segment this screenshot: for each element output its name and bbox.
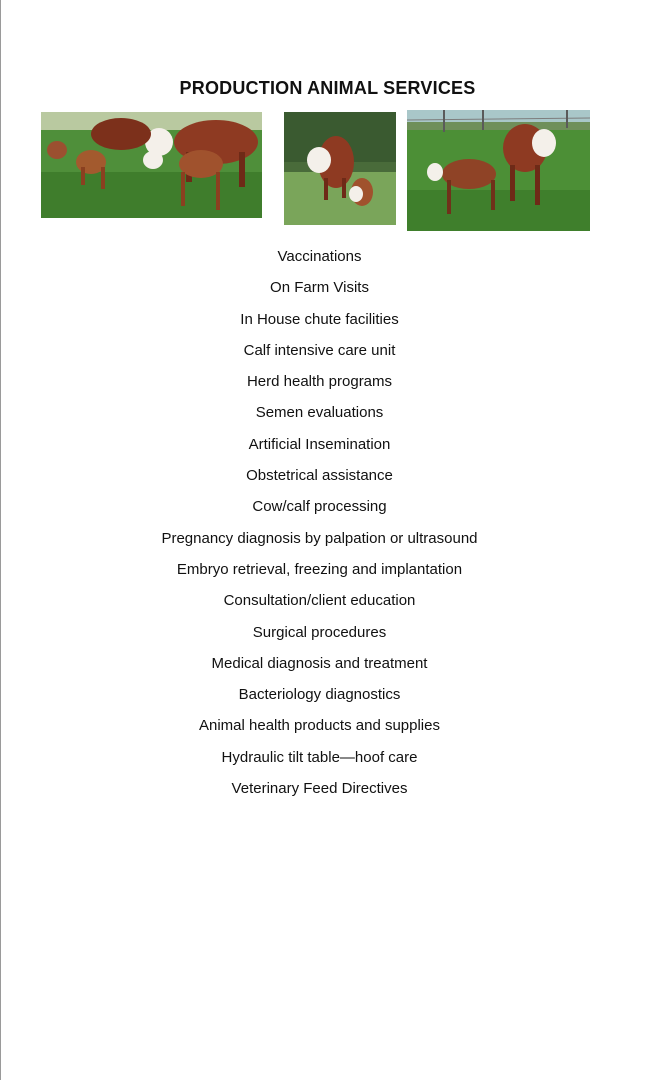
list-item: Semen evaluations: [255, 404, 384, 422]
list-item: Consultation/client education: [223, 592, 416, 610]
services-list: [0, 246, 639, 809]
list-item: Embryo retrieval, freezing and implantation: [176, 560, 463, 578]
list-item: Animal health products and supplies: [199, 717, 440, 735]
list-item: On Farm Visits: [270, 279, 369, 297]
cow-and-calf-pasture-photo: [407, 110, 590, 231]
list-item: Artificial Insemination: [248, 435, 391, 453]
page-title: PRODUCTION ANIMAL SERVICES: [179, 78, 476, 99]
list-item: Veterinary Feed Directives: [231, 780, 408, 798]
list-item: Herd health programs: [246, 373, 393, 391]
list-item: Obstetrical assistance: [246, 467, 393, 485]
list-item: Medical diagnosis and treatment: [211, 654, 428, 672]
cattle-herd-photo: [41, 112, 262, 218]
list-item: Surgical procedures: [252, 623, 387, 641]
list-item: Cow/calf processing: [252, 498, 387, 516]
list-item: Hydraulic tilt table—hoof care: [221, 748, 418, 766]
list-item: Vaccinations: [277, 248, 362, 265]
list-item: Pregnancy diagnosis by palpation or ultrasound: [161, 529, 478, 547]
list-item: In House chute facilities: [240, 310, 399, 328]
cow-and-calf-photo: [284, 112, 396, 225]
list-item: Bacteriology diagnostics: [238, 686, 401, 704]
list-item: Calf intensive care unit: [243, 341, 396, 359]
